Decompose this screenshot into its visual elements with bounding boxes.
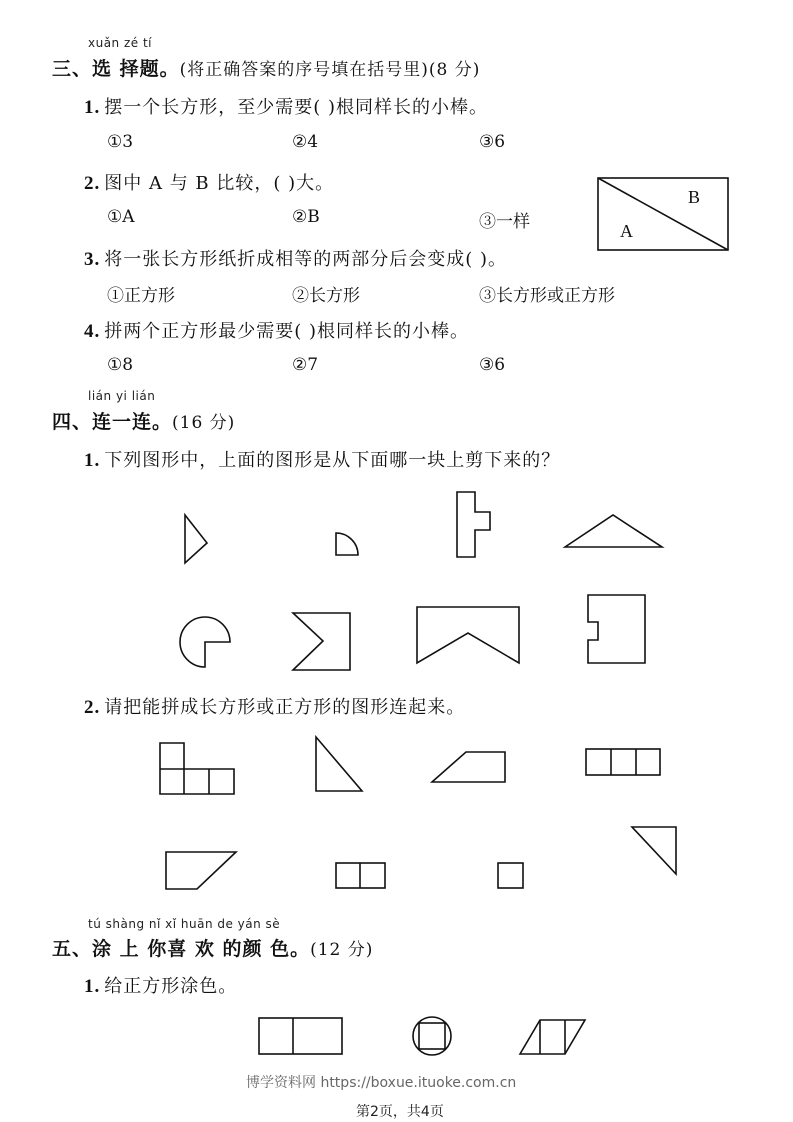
label-a: A: [620, 221, 633, 241]
question-number: 4.: [84, 321, 101, 342]
small-square-shape: [498, 863, 523, 888]
page-number: 第2页，共4页: [356, 1104, 444, 1120]
question-number: 2.: [84, 697, 101, 718]
question-number: 2.: [84, 173, 101, 194]
question-text: 摆一个长方形，至少需要( )根同样长的小棒。: [104, 97, 489, 118]
rectangle-two-parts-shape: [259, 1018, 342, 1054]
section5-pinyin: tú shàng nǐ xǐ huān de yán sè: [88, 917, 281, 931]
option-3-3-2: ②长方形: [292, 286, 360, 306]
source-rectangle-v-cut: [417, 607, 519, 663]
trapezoid-complement-shape: [166, 852, 236, 889]
section3-note: (将正确答案的序号填在括号里)(8 分): [179, 60, 481, 80]
label-b: B: [688, 187, 701, 207]
question-number: 1.: [84, 97, 101, 118]
question-number: 1.: [84, 450, 101, 471]
section3-title: 三、选 择题。: [52, 58, 180, 80]
option-3-3-1: ①正方形: [107, 286, 175, 306]
question-number: 1.: [84, 976, 101, 997]
section4-note: (16 分): [172, 413, 236, 433]
watermark-text: 博学资料网 https://boxue.ituoke.com.cn: [246, 1075, 517, 1091]
option-3-1-1: ①3: [107, 132, 134, 152]
question-number: 3.: [84, 249, 101, 270]
right-triangle-shape: [316, 737, 362, 791]
section4-pinyin: lián yi lián: [88, 389, 156, 403]
source-rectangle-slot: [588, 595, 645, 663]
question-text: 拼两个正方形最少需要( )根同样长的小棒。: [104, 321, 470, 342]
option-3-4-3: ③6: [479, 355, 506, 375]
parallelogram-split-shape: [520, 1020, 585, 1054]
option-3-2-1: ①A: [107, 207, 135, 227]
right-trapezoid-shape: [432, 752, 505, 782]
source-circle-missing-quarter: [180, 617, 230, 667]
piece-wide-triangle: [565, 515, 662, 547]
corner-triangle-shape: [632, 827, 676, 874]
option-3-1-2: ②4: [292, 132, 319, 152]
question-text: 下列图形中，上面的图形是从下面哪一块上剪下来的？: [104, 450, 561, 471]
question-text: 请把能拼成长方形或正方形的图形连起来。: [104, 697, 466, 718]
option-3-3-3: ③长方形或正方形: [479, 286, 615, 306]
l-tetromino-shape: [160, 743, 234, 794]
section5-title: 五、涂 上 你喜 欢 的颜 色。: [52, 938, 311, 960]
option-3-4-1: ①8: [107, 355, 134, 375]
question-text: 图中 A 与 B 比较，( )大。: [104, 173, 335, 194]
piece-t-shape: [457, 492, 490, 557]
two-squares-strip: [336, 863, 385, 888]
option-3-1-3: ③6: [479, 132, 506, 152]
square-in-circle-shape: [413, 1017, 451, 1055]
option-3-4-2: ②7: [292, 355, 319, 375]
question-text: 给正方形涂色。: [104, 976, 238, 997]
option-3-2-3: ③一样: [479, 212, 530, 232]
section4-title: 四、连一连。: [52, 411, 173, 433]
option-3-2-2: ②B: [292, 207, 320, 227]
three-squares-strip: [586, 749, 660, 775]
rectangle-diagonal-figure: [598, 178, 728, 250]
section3-pinyin: xuǎn zé tí: [88, 36, 153, 50]
question-text: 将一张长方形纸折成相等的两部分后会变成( )。: [104, 249, 508, 270]
section5-note: (12 分): [310, 940, 374, 960]
piece-quarter-circle: [336, 533, 358, 555]
piece-triangle-right: [185, 515, 207, 563]
source-square-notch: [293, 613, 350, 670]
